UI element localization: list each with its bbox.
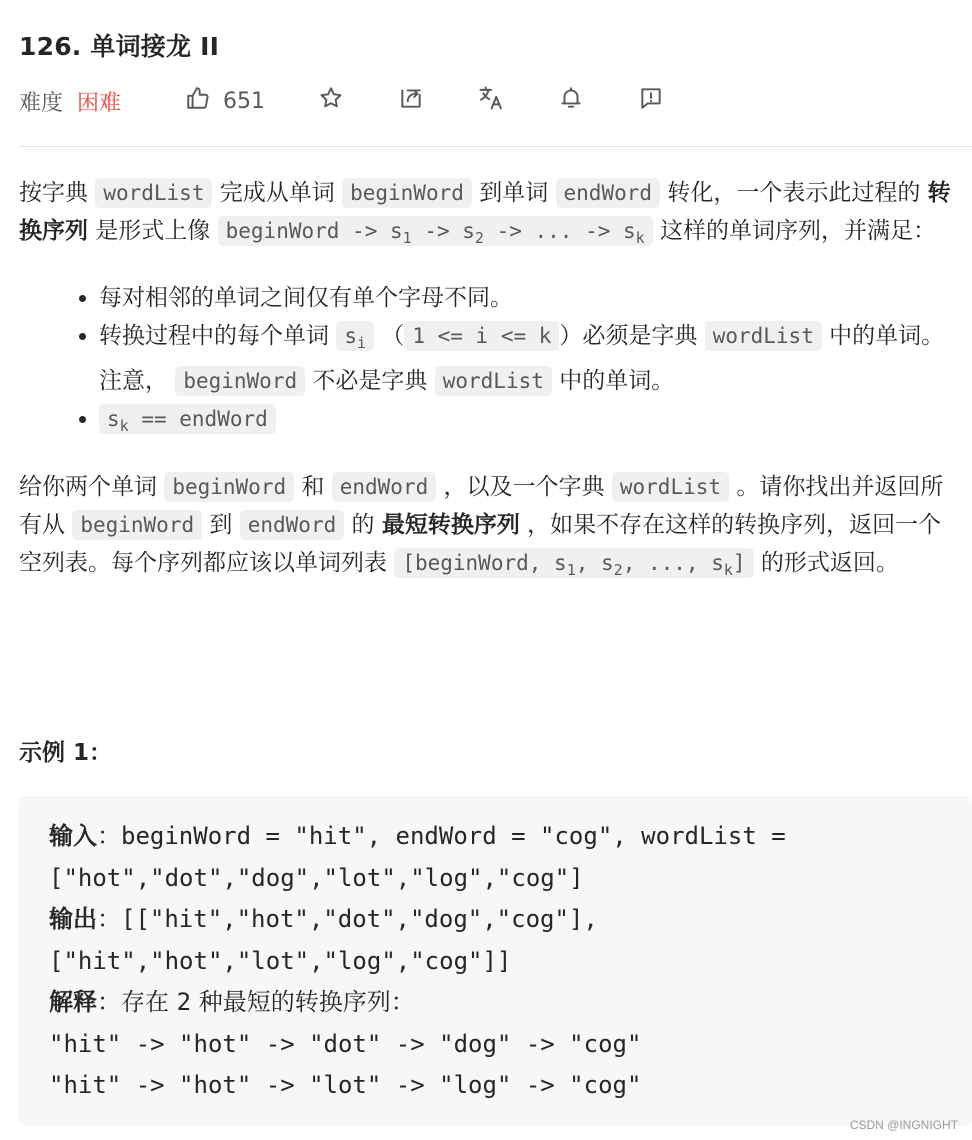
favorite-button[interactable]	[315, 85, 347, 117]
code-part: , ..., s	[622, 550, 724, 575]
inline-code: wordList	[435, 366, 552, 396]
subscript: k	[635, 229, 645, 248]
thumbs-up-icon	[185, 85, 211, 117]
subscript: 1	[566, 560, 576, 579]
inline-code: beginWord	[175, 366, 305, 396]
example-output-line-2: ["hit","hot","lot","log","cog"]]	[49, 946, 512, 975]
inline-code: endWord	[332, 472, 437, 502]
inline-code: wordList	[95, 178, 212, 208]
inline-code	[336, 321, 374, 351]
code-part: ]	[732, 550, 746, 575]
watermark: CSDN @INGNIGHT	[849, 1118, 958, 1132]
feedback-icon	[638, 85, 664, 117]
star-icon	[318, 85, 344, 117]
difficulty-label: 难度	[19, 90, 64, 116]
translate-button[interactable]	[475, 85, 507, 117]
example-title: 示例 1：	[19, 740, 113, 766]
text: 转化，一个表示此过程的	[660, 180, 928, 206]
example-sequence-2: "hit" -> "hot" -> "lot" -> "log" -> "cog"	[49, 1071, 642, 1099]
subscript: 1	[402, 229, 412, 248]
code-part: -> ... -> s	[483, 219, 636, 243]
example-input-line-1	[49, 816, 942, 858]
example-sequence-1: "hit" -> "hot" -> "dot" -> "dog" -> "cog"	[49, 1029, 642, 1058]
text: 按字典	[19, 180, 96, 206]
code-part: , s	[575, 550, 614, 575]
text: 不必是字典	[305, 368, 435, 395]
text: 是形式上像	[88, 218, 218, 244]
explain-label: 解释	[49, 988, 97, 1016]
text: 给你两个单词	[19, 473, 165, 500]
text: 转换过程中的每个单词	[99, 323, 337, 350]
inline-code: 1 <= i <= k	[404, 321, 559, 351]
subscript: i	[356, 334, 366, 353]
colon: ：	[97, 822, 121, 850]
inline-code: beginWord	[342, 178, 472, 208]
code-part: -> s	[411, 219, 475, 243]
problem-title: 126. 单词接龙 II	[19, 32, 220, 61]
header-divider	[19, 146, 972, 147]
subscribe-button[interactable]	[555, 85, 587, 117]
inline-code-sequence	[394, 548, 753, 578]
difficulty-badge: 困难	[77, 90, 122, 116]
code-part: [beginWord, s	[402, 550, 567, 575]
colon: ：	[97, 905, 121, 933]
share-button[interactable]	[395, 85, 427, 117]
example-input-line-2: ["hot","dot","dog","lot","log","cog"]	[49, 863, 584, 892]
subscript: k	[119, 417, 129, 436]
text: ，如果不存在这样的转换序列，返回一个空列表。每个序列都应该以单词列表	[19, 511, 942, 576]
text: 和	[294, 473, 332, 500]
share-icon	[398, 85, 424, 117]
input-label: 输入	[49, 822, 97, 850]
example-explain-line	[49, 982, 942, 1024]
inline-code: wordList	[705, 321, 822, 351]
explain-text: 存在	[121, 988, 177, 1016]
like-button[interactable]	[185, 82, 265, 120]
description-paragraph-2	[19, 468, 959, 589]
subscript: 2	[613, 560, 623, 579]
code-part: s	[107, 407, 120, 432]
bold-term: 转换序列	[19, 180, 951, 244]
inline-code: wordList	[612, 472, 729, 502]
inline-code: endWord	[240, 510, 345, 540]
inline-code: endWord	[556, 178, 661, 208]
example-block	[19, 796, 972, 1126]
output-value: [["hit","hot","dot","dog","cog"],	[121, 905, 598, 933]
feedback-button[interactable]	[635, 85, 667, 117]
problem-description	[19, 174, 959, 589]
code-part: == endWord	[128, 407, 268, 432]
example-output-line-1	[49, 899, 942, 941]
bold-term: 最短转换序列	[381, 511, 520, 538]
list-item	[99, 400, 959, 445]
text: 到单词	[471, 180, 556, 206]
description-paragraph-1	[19, 174, 959, 257]
text: 。请你找出并返回所有从	[19, 473, 944, 538]
text: 每对相邻的单词之间仅有单个字母不同。	[99, 285, 513, 312]
text: 中的单词。注意，	[99, 323, 945, 395]
subscript: k	[723, 560, 733, 579]
colon: ：	[97, 988, 121, 1016]
text: ）必须是字典	[559, 323, 705, 350]
inline-code	[99, 404, 276, 434]
text: 完成从单词	[212, 180, 343, 206]
code-part: s	[344, 324, 357, 349]
explain-number: 2	[176, 988, 192, 1016]
explain-text: 种最短的转换序列：	[191, 988, 415, 1016]
text: （	[374, 323, 405, 350]
bell-icon	[558, 85, 584, 117]
list-item	[99, 317, 959, 400]
text: 这样的单词序列，并满足：	[652, 218, 936, 244]
text: 的形式返回。	[753, 549, 899, 576]
text: 的	[344, 511, 382, 538]
problem-meta-bar	[19, 82, 959, 120]
translate-icon	[477, 84, 505, 118]
list-item	[99, 279, 959, 317]
text: 到	[202, 511, 240, 538]
inline-code: beginWord	[72, 510, 202, 540]
input-value: beginWord = "hit", endWord = "cog", wordList =	[121, 822, 786, 850]
like-count: 651	[223, 88, 265, 114]
output-label: 输出	[49, 905, 97, 933]
inline-code: beginWord	[164, 472, 294, 502]
subscript: 2	[474, 229, 484, 248]
inline-code-sequence	[218, 216, 653, 246]
code-part: beginWord -> s	[225, 219, 403, 243]
text: ，以及一个字典	[436, 473, 612, 500]
rules-list	[19, 279, 959, 445]
text: 中的单词。	[551, 368, 675, 395]
